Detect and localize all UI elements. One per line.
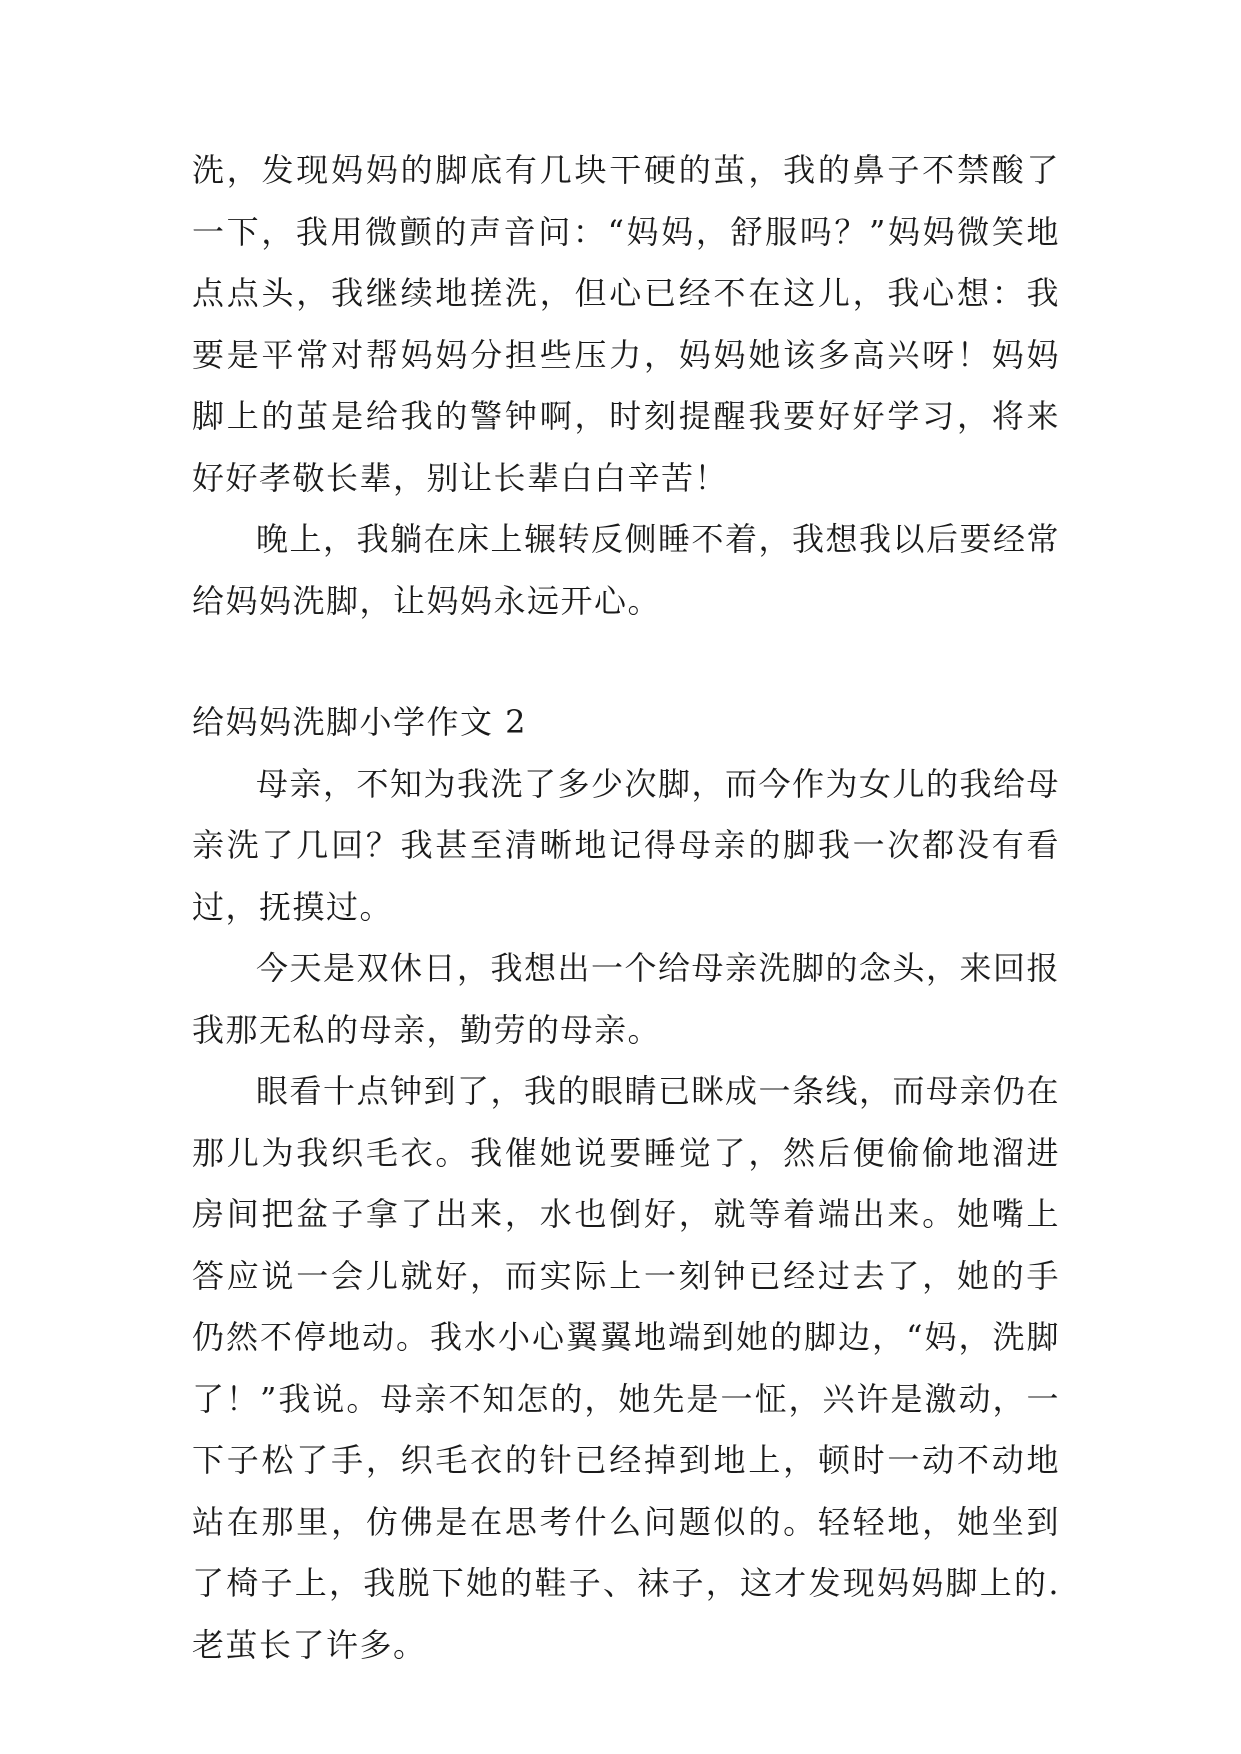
paragraph-ten-oclock: 眼看十点钟到了，我的眼睛已眯成一条线，而母亲仍在那儿为我织毛衣。我催她说要睡觉了，然后便偷偷地溜进房间把盆子拿了出来，水也倒好，就等着端出来。她嘴上答应说一会儿就好，而实际上一刻钟已经过去了，她的手仍然不停地动。我水小心翼翼地端到她的脚边，“妈，洗脚了！”我说。母亲不知怎的，她先是一怔，兴许是激动，一下子松了手，织毛衣的针已经掉到地上，顿时一动不动地站在那里，仿佛是在思考什么问题似的。轻轻地，她坐到了椅子上，我脱下她的鞋子、袜子，这才发现妈妈脚上的.老茧长了许多。 bbox=[192, 1072, 1061, 1664]
paragraph-evening: 晚上，我躺在床上辗转反侧睡不着，我想我以后要经常给妈妈洗脚，让妈妈永远开心。 bbox=[192, 520, 1061, 620]
document-body bbox=[192, 140, 1060, 1676]
section-gap bbox=[192, 632, 1060, 692]
paragraph-weekend: 今天是双休日，我想出一个给母亲洗脚的念头，来回报我那无私的母亲，勤劳的母亲。 bbox=[192, 949, 1061, 1049]
paragraph-mother: 母亲，不知为我洗了多少次脚，而今作为女儿的我给母亲洗了几回？我甚至清晰地记得母亲的脚我一次都没有看过，抚摸过。 bbox=[192, 764, 1061, 926]
paragraph-continued: 洗，发现妈妈的脚底有几块干硬的茧，我的鼻子不禁酸了一下，我用微颤的声音问：“妈妈，舒服吗？”妈妈微笑地点点头，我继续地搓洗，但心已经不在这儿，我心想：我要是平常对帮妈妈分担些压力，妈妈她该多高兴呀！妈妈脚上的茧是给我的警钟啊，时刻提醒我要好好学习，将来好好孝敬长辈，别让长辈白白辛苦！ bbox=[192, 151, 1060, 497]
section-heading: 给妈妈洗脚小学作文 2 bbox=[192, 703, 528, 741]
